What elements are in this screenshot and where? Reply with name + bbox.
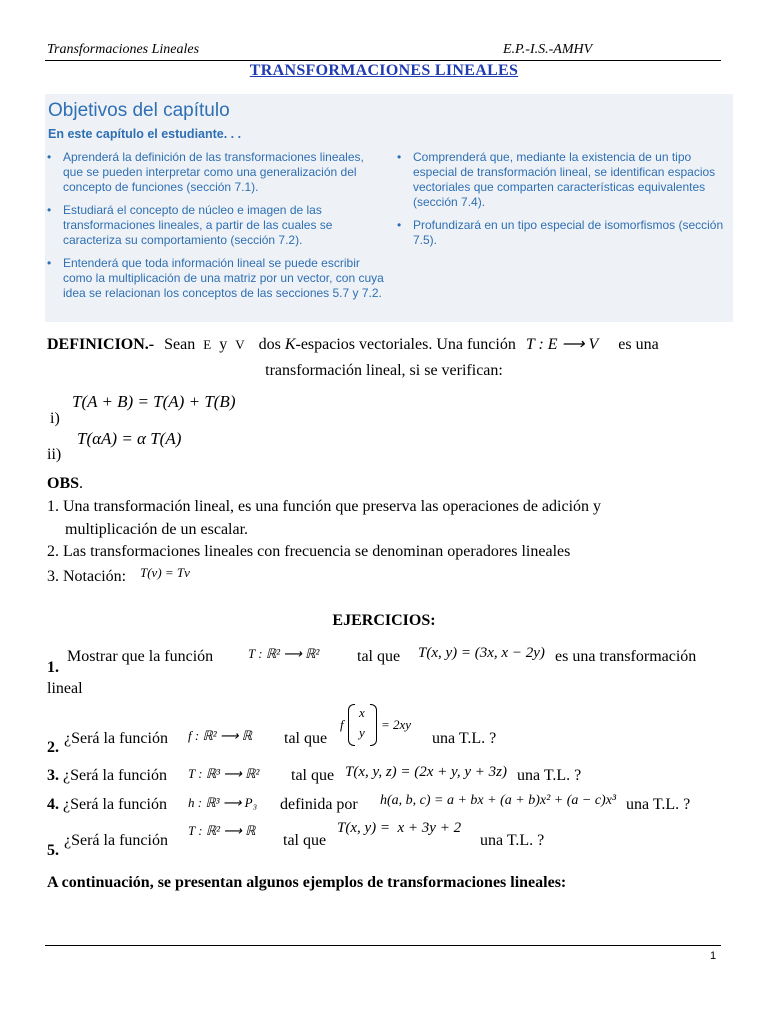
definition-text: -espacios vectoriales. Una función bbox=[295, 336, 516, 353]
header-right: E.P.-I.S.-AMHV bbox=[503, 42, 593, 57]
field-k: K bbox=[284, 336, 296, 353]
definition-label: DEFINICION.- bbox=[47, 336, 155, 353]
objective-item: • Entenderá que toda información lineal se puede escribir como la multiplicación de una matriz por un vector, con cuya idea se relacionan los conceptos de las secciones 5.7 y 7.2. bbox=[45, 256, 385, 301]
exercise-1-number: 1. bbox=[47, 659, 59, 676]
objectives-heading: Objetivos del capítulo bbox=[48, 100, 230, 121]
objective-item: • Profundizará en un tipo especial de isomorfismos (sección 7.5). bbox=[395, 218, 733, 248]
property-ii-formula: T(αA) = α T(A) bbox=[77, 429, 182, 448]
closing-sentence: A continuación, se presentan algunos ejemplos de transformaciones lineales: bbox=[47, 874, 567, 891]
space-v: V bbox=[235, 337, 245, 352]
definition-text: dos bbox=[258, 336, 281, 353]
definition-text: y bbox=[219, 336, 228, 353]
exercise-2-text-b: tal que bbox=[284, 730, 328, 747]
definition-line bbox=[47, 334, 727, 354]
exercise-4-text-b: definida por bbox=[280, 796, 358, 813]
exercise-3-text-a: ¿Será la función bbox=[63, 767, 167, 784]
objective-item: • Comprenderá que, mediante la existencia de un tipo especial de transformación lineal, se identifican espacios vectoriales que comparten características equivalentes (sección 7.4). bbox=[395, 150, 733, 210]
space-e: E bbox=[203, 337, 212, 352]
exercise-2-number: 2. bbox=[47, 739, 59, 756]
exercise-2-text-a: ¿Será la función bbox=[64, 730, 168, 747]
exercise-4-map: h : ℝ³ ⟶ P₃ bbox=[188, 795, 258, 810]
objectives-right-column bbox=[395, 150, 733, 256]
exercise-2-text-c: una T.L. ? bbox=[432, 730, 497, 747]
exercise-1-text-d: lineal bbox=[47, 680, 83, 697]
page-title: TRANSFORMACIONES LINEALES bbox=[249, 62, 519, 79]
objectives-box bbox=[45, 94, 733, 322]
exercise-3-line bbox=[47, 767, 167, 785]
exercise-4-formula: h(a, b, c) = a + bx + (a + b)x² + (a − c)x³ bbox=[380, 793, 617, 808]
property-ii-label: ii) bbox=[47, 446, 62, 463]
definition-text: es una bbox=[618, 336, 659, 353]
vector-right-bracket bbox=[370, 704, 377, 746]
header-rule bbox=[45, 60, 721, 61]
exercise-1-formula: T(x, y) = (3x, x − 2y) bbox=[418, 645, 545, 661]
footer-rule bbox=[45, 945, 721, 946]
exercise-5-formula: T(x, y) = x + 3y + 2 bbox=[337, 820, 462, 836]
obs-label: OBS bbox=[47, 475, 80, 492]
exercise-2-vector bbox=[348, 704, 378, 746]
exercise-3-map: T : ℝ³ ⟶ ℝ² bbox=[188, 766, 260, 781]
definition-text: Sean bbox=[164, 336, 196, 353]
header-left: Transformaciones Lineales bbox=[47, 42, 200, 57]
exercise-4-number: 4. bbox=[47, 796, 59, 813]
obs-item-2: 2. Las transformaciones lineales con frecuencia se denominan operadores lineales bbox=[47, 543, 571, 560]
vector-y: y bbox=[359, 725, 365, 740]
exercise-1-text-b: tal que bbox=[357, 648, 401, 665]
exercise-2-rhs: = 2xy bbox=[381, 717, 412, 732]
exercise-3-text-c: una T.L. ? bbox=[517, 767, 582, 784]
obs-item-3-formula: T(v) = Tv bbox=[140, 565, 190, 580]
objective-item: • Aprenderá la definición de las transformaciones lineales, que se pueden interpretar como una generalización del concepto de funciones (sección 7.1). bbox=[45, 150, 385, 195]
exercise-1-text-c: es una transformación bbox=[555, 648, 697, 665]
page-number: 1 bbox=[710, 950, 717, 962]
vector-left-bracket bbox=[348, 704, 355, 746]
exercise-4-line bbox=[47, 796, 167, 814]
exercise-5-text-c: una T.L. ? bbox=[480, 832, 545, 849]
exercise-5-text-b: tal que bbox=[283, 832, 327, 849]
property-i-label: i) bbox=[50, 410, 60, 427]
exercise-3-formula: T(x, y, z) = (2x + y, y + 3z) bbox=[345, 764, 507, 780]
exercise-3-text-b: tal que bbox=[291, 767, 335, 784]
exercise-2-map: f : ℝ² ⟶ ℝ bbox=[188, 728, 253, 743]
exercise-5-map: T : ℝ² ⟶ ℝ bbox=[188, 823, 256, 838]
obs-item-1a: 1. Una transformación lineal, es una función que preserva las operaciones de adición y bbox=[47, 498, 602, 515]
obs-item-1b: multiplicación de un escalar. bbox=[65, 521, 249, 538]
objectives-intro: En este capítulo el estudiante. . . bbox=[48, 127, 242, 141]
exercise-5-text-a: ¿Será la función bbox=[64, 832, 168, 849]
obs-item-3: 3. Notación: bbox=[47, 568, 127, 585]
exercise-2-f: f bbox=[340, 717, 344, 732]
exercise-4-text-c: una T.L. ? bbox=[626, 796, 691, 813]
objective-item: • Estudiará el concepto de núcleo e imagen de las transformaciones lineales, a partir de las cuales se caracteriza su comportamiento (sección 7.2). bbox=[45, 203, 385, 248]
objectives-left-column bbox=[45, 150, 385, 309]
exercises-heading: EJERCICIOS: bbox=[332, 612, 436, 629]
property-i-formula: T(A + B) = T(A) + T(B) bbox=[72, 392, 236, 411]
definition-map: T : E ⟶ V bbox=[525, 336, 599, 353]
vector-x: x bbox=[359, 705, 365, 720]
exercise-4-text-a: ¿Será la función bbox=[63, 796, 167, 813]
definition-line-2: transformación lineal, si se verifican: bbox=[265, 362, 503, 379]
exercise-1-map: T : ℝ² ⟶ ℝ² bbox=[248, 646, 320, 661]
exercise-5-number: 5. bbox=[47, 842, 59, 859]
exercise-3-number: 3. bbox=[47, 767, 59, 784]
exercise-1-text-a: Mostrar que la función bbox=[67, 648, 214, 665]
obs-heading bbox=[47, 475, 83, 493]
obs-dot: . bbox=[79, 475, 84, 492]
